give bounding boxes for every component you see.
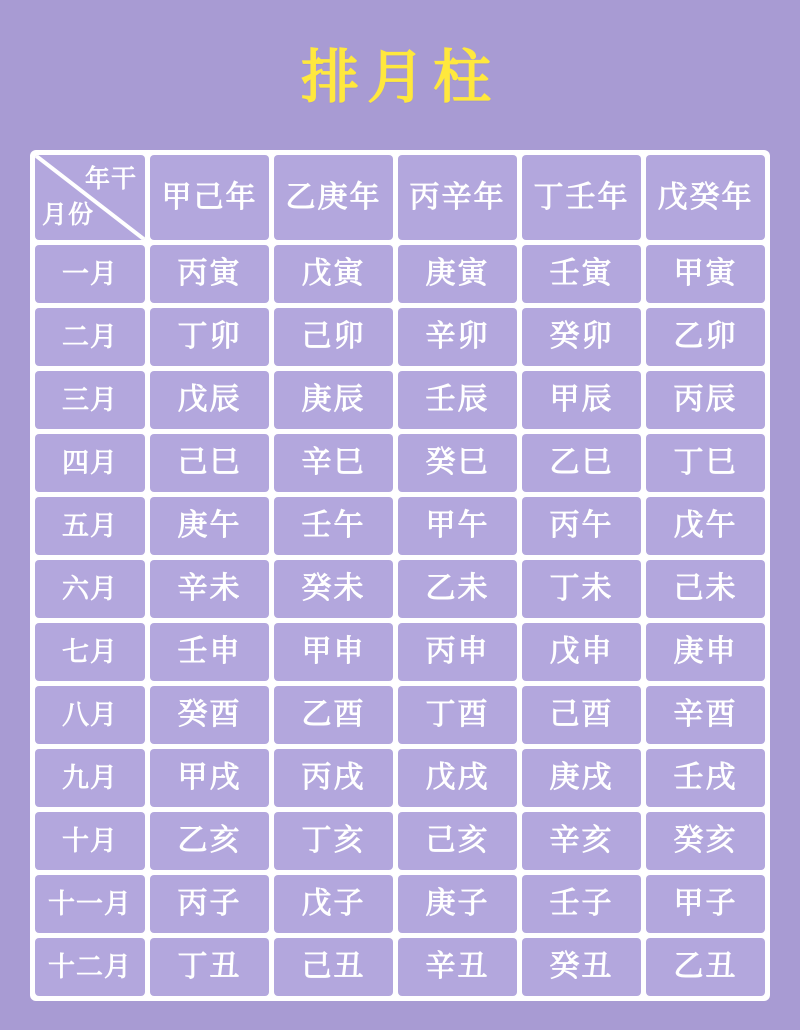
- pillar-cell: 庚子: [398, 875, 517, 933]
- pillar-cell: 戊申: [522, 623, 641, 681]
- pillar-cell: 癸亥: [646, 812, 765, 870]
- pillar-cell: 庚寅: [398, 245, 517, 303]
- pillar-cell: 己卯: [274, 308, 393, 366]
- pillar-cell: 癸未: [274, 560, 393, 618]
- pillar-cell: 戊子: [274, 875, 393, 933]
- pillar-cell: 戊戌: [398, 749, 517, 807]
- pillar-cell: 甲申: [274, 623, 393, 681]
- month-label-cell: 六月: [35, 560, 145, 618]
- month-label-cell: 十二月: [35, 938, 145, 996]
- pillar-cell: 戊辰: [150, 371, 269, 429]
- pillar-cell: 己丑: [274, 938, 393, 996]
- month-pillar-table: [30, 150, 770, 1001]
- pillar-cell: 己酉: [522, 686, 641, 744]
- corner-header-cell: [35, 155, 145, 240]
- month-label-cell: 三月: [35, 371, 145, 429]
- pillar-cell: 甲子: [646, 875, 765, 933]
- pillar-cell: 丁未: [522, 560, 641, 618]
- pillar-cell: 丙辰: [646, 371, 765, 429]
- pillar-cell: 辛丑: [398, 938, 517, 996]
- pillar-cell: 癸丑: [522, 938, 641, 996]
- pillar-cell: 壬辰: [398, 371, 517, 429]
- pillar-cell: 癸巳: [398, 434, 517, 492]
- pillar-cell: 辛巳: [274, 434, 393, 492]
- month-pillar-grid: [35, 155, 765, 996]
- pillar-cell: 壬戌: [646, 749, 765, 807]
- pillar-cell: 乙亥: [150, 812, 269, 870]
- pillar-cell: 庚戌: [522, 749, 641, 807]
- pillar-cell: 己亥: [398, 812, 517, 870]
- pillar-cell: 壬申: [150, 623, 269, 681]
- pillar-cell: 丁酉: [398, 686, 517, 744]
- corner-label-month: 月份: [42, 201, 95, 229]
- pillar-cell: 戊午: [646, 497, 765, 555]
- pillar-cell: 丙子: [150, 875, 269, 933]
- pillar-cell: 戊寅: [274, 245, 393, 303]
- pillar-cell: 甲戌: [150, 749, 269, 807]
- month-label-cell: 二月: [35, 308, 145, 366]
- pillar-cell: 丁卯: [150, 308, 269, 366]
- pillar-cell: 辛未: [150, 560, 269, 618]
- pillar-cell: 乙卯: [646, 308, 765, 366]
- pillar-cell: 乙丑: [646, 938, 765, 996]
- month-label-cell: 五月: [35, 497, 145, 555]
- column-header-bingxin: 丙辛年: [398, 155, 517, 240]
- pillar-cell: 庚午: [150, 497, 269, 555]
- month-label-cell: 四月: [35, 434, 145, 492]
- month-label-cell: 十月: [35, 812, 145, 870]
- corner-label-year-stem: 年干: [84, 165, 137, 193]
- pillar-cell: 辛亥: [522, 812, 641, 870]
- pillar-cell: 乙巳: [522, 434, 641, 492]
- column-header-jiaji: 甲己年: [150, 155, 269, 240]
- pillar-cell: 丙申: [398, 623, 517, 681]
- pillar-cell: 癸卯: [522, 308, 641, 366]
- pillar-cell: 庚辰: [274, 371, 393, 429]
- month-label-cell: 八月: [35, 686, 145, 744]
- pillar-cell: 癸酉: [150, 686, 269, 744]
- pillar-cell: 己巳: [150, 434, 269, 492]
- pillar-cell: 庚申: [646, 623, 765, 681]
- pillar-cell: 甲午: [398, 497, 517, 555]
- pillar-cell: 甲辰: [522, 371, 641, 429]
- pillar-cell: 辛酉: [646, 686, 765, 744]
- column-header-dingren: 丁壬年: [522, 155, 641, 240]
- pillar-cell: 乙未: [398, 560, 517, 618]
- pillar-cell: 壬寅: [522, 245, 641, 303]
- month-label-cell: 十一月: [35, 875, 145, 933]
- pillar-cell: 己未: [646, 560, 765, 618]
- month-label-cell: 九月: [35, 749, 145, 807]
- pillar-cell: 丁巳: [646, 434, 765, 492]
- pillar-cell: 壬午: [274, 497, 393, 555]
- pillar-cell: 丁亥: [274, 812, 393, 870]
- column-header-yigeng: 乙庚年: [274, 155, 393, 240]
- pillar-cell: 丙寅: [150, 245, 269, 303]
- pillar-cell: 甲寅: [646, 245, 765, 303]
- month-label-cell: 七月: [35, 623, 145, 681]
- pillar-cell: 乙酉: [274, 686, 393, 744]
- pillar-cell: 丙戌: [274, 749, 393, 807]
- month-label-cell: 一月: [35, 245, 145, 303]
- pillar-cell: 辛卯: [398, 308, 517, 366]
- pillar-cell: 丙午: [522, 497, 641, 555]
- pillar-cell: 丁丑: [150, 938, 269, 996]
- pillar-cell: 壬子: [522, 875, 641, 933]
- page-title: 排月柱: [300, 45, 499, 110]
- column-header-wugui: 戊癸年: [646, 155, 765, 240]
